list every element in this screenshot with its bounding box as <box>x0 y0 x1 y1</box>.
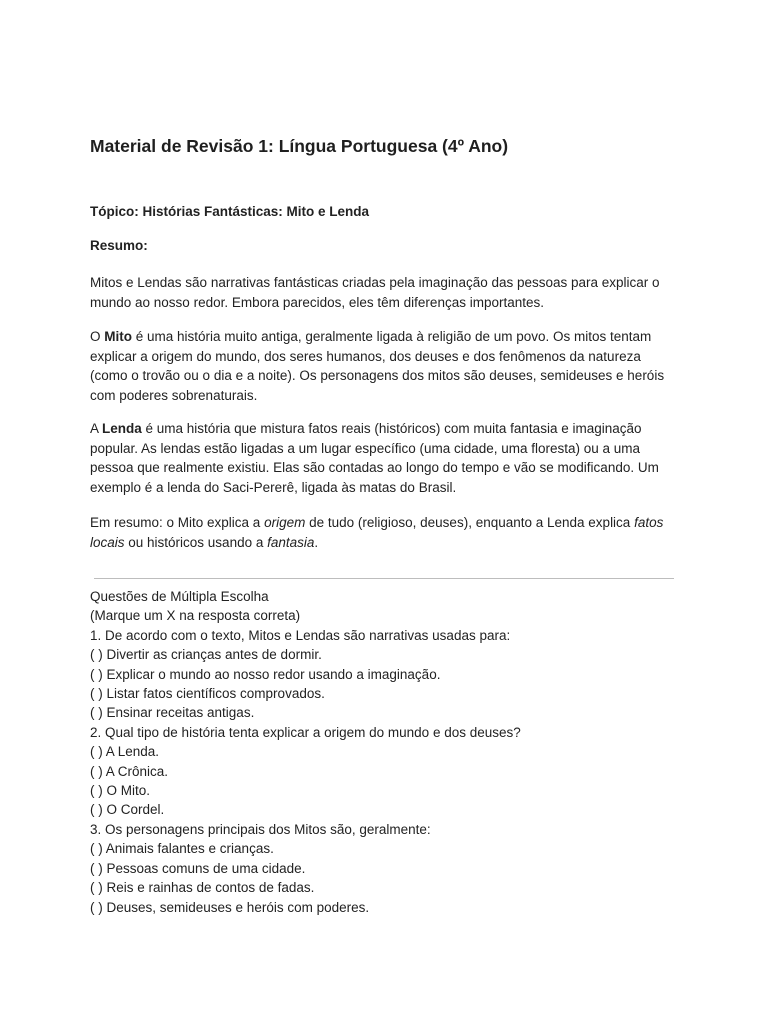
document-title: Material de Revisão 1: Língua Portuguesa (4º Ano) <box>90 136 509 156</box>
question-2-option-d[interactable]: ( ) O Cordel. <box>90 802 165 818</box>
question-1-option-d[interactable]: ( ) Ensinar receitas antigas. <box>90 705 255 721</box>
questions-section <box>90 587 680 917</box>
question-2-option-c[interactable]: ( ) O Mito. <box>90 783 150 799</box>
section-divider <box>94 578 674 579</box>
summary-paragraph-lenda <box>90 419 680 497</box>
question-3-text: 3. Os personagens principais dos Mitos são, geralmente: <box>90 821 431 837</box>
summary-paragraph-conclusion <box>90 513 680 552</box>
topic-heading: Tópico: Histórias Fantásticas: Mito e Lenda <box>90 204 370 219</box>
text-run: . <box>314 534 319 550</box>
summary-paragraph-1: Mitos e Lendas são narrativas fantásticas criadas pela imaginação das pessoas para explicar o mundo ao nosso redor. Embora parecidos, eles têm diferenças importantes. <box>90 275 660 310</box>
question-3-option-b[interactable]: ( ) Pessoas comuns de uma cidade. <box>90 860 306 876</box>
text-run: ou históricos usando a <box>124 534 268 550</box>
question-3-option-a[interactable]: ( ) Animais falantes e crianças. <box>90 841 274 857</box>
text-run: Em resumo: o Mito explica a <box>90 515 265 530</box>
text-run: é uma história muito antiga, geralmente ligada à religião de um povo. Os mitos tentam explicar a origem do mundo, dos seres humanos, dos deuses e dos fenômenos da natureza (como o trovão ou o dia e a noite). Os personagens dos mitos são deuses, semideuses e heróis com poderes sobrenaturais. <box>90 329 665 403</box>
questions-heading: Questões de Múltipla Escolha <box>90 589 269 604</box>
question-1-option-b[interactable]: ( ) Explicar o mundo ao nosso redor usando a imaginação. <box>90 666 441 682</box>
summary-paragraph-mito <box>90 327 680 405</box>
question-1-option-c[interactable]: ( ) Listar fatos científicos comprovados. <box>90 686 325 702</box>
bold-term-mito: Mito <box>104 329 133 344</box>
questions-instruction: (Marque um X na resposta correta) <box>90 608 301 624</box>
italic-term-fantasia: fantasia <box>267 534 315 550</box>
text-run: de tudo (religioso, deuses), enquanto a Lenda explica <box>305 515 635 530</box>
question-1-text: 1. De acordo com o texto, Mitos e Lendas são narrativas usadas para: <box>90 627 511 643</box>
question-2-text: 2. Qual tipo de história tenta explicar a origem do mundo e dos deuses? <box>90 724 521 740</box>
text-run: A <box>90 421 103 436</box>
italic-term-origem: origem <box>264 515 306 530</box>
question-2-option-b[interactable]: ( ) A Crônica. <box>90 763 169 779</box>
question-3-option-c[interactable]: ( ) Reis e rainhas de contos de fadas. <box>90 880 315 896</box>
italic-term-fatos-locais: fatos locais <box>90 515 664 550</box>
text-run: é uma história que mistura fatos reais (históricos) com muita fantasia e imaginação popular. As lendas estão ligadas a um lugar específico (uma cidade, uma floresta) ou a uma pessoa que realmente existiu. Elas são contadas ao longo do tempo e vão se modificando. Um exemplo é a lenda do Saci-Pererê, ligada às matas do Brasil. <box>90 421 659 495</box>
summary-label: Resumo: <box>90 238 148 253</box>
bold-term-lenda: Lenda <box>102 421 142 436</box>
question-3-option-d[interactable]: ( ) Deuses, semideuses e heróis com poderes. <box>90 899 370 915</box>
question-2-option-a[interactable]: ( ) A Lenda. <box>90 744 160 760</box>
question-1-option-a[interactable]: ( ) Divertir as crianças antes de dormir. <box>90 647 322 663</box>
text-run: O <box>90 329 105 344</box>
